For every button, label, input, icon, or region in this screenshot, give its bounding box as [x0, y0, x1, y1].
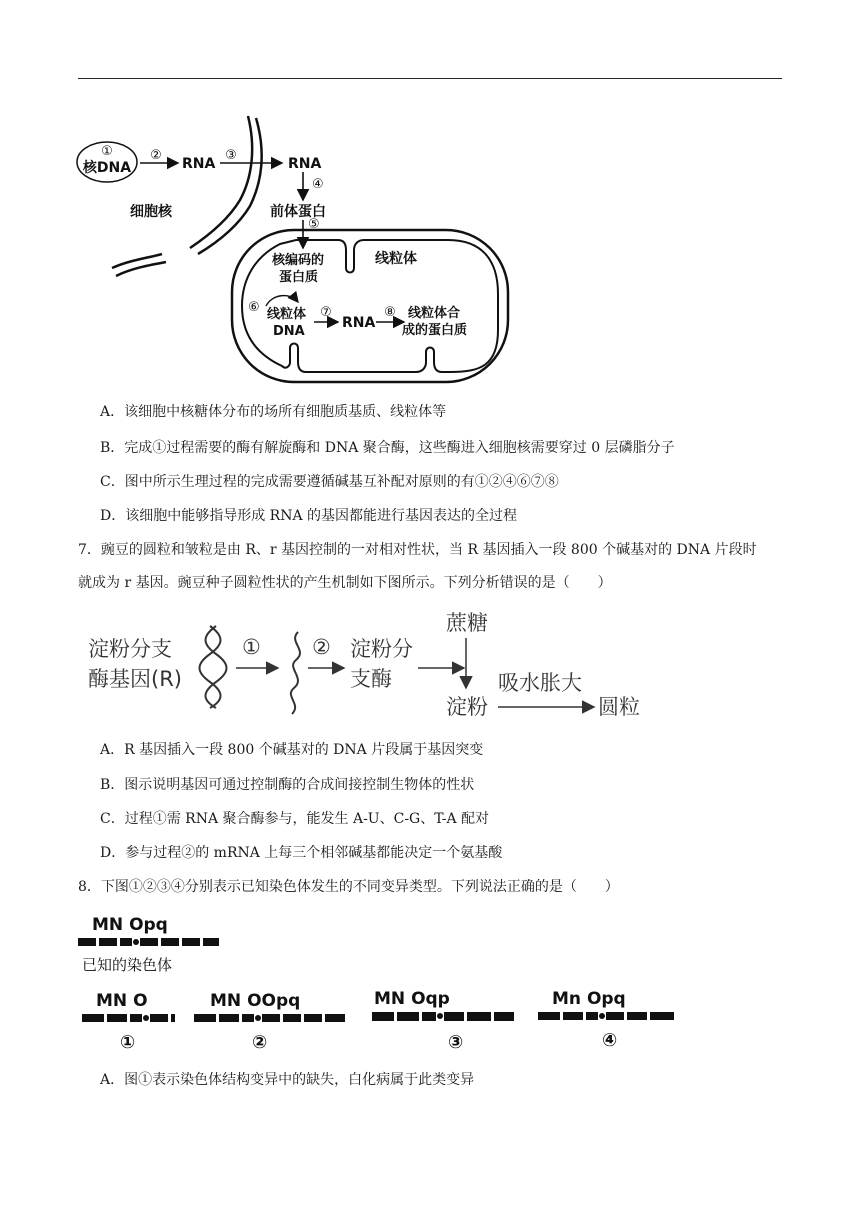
starch-label: 淀粉	[446, 695, 488, 719]
known-chromosome-label: 已知的染色体	[82, 956, 173, 974]
circle-3: ③	[225, 148, 237, 163]
q6-option-c: C．图中所示生理过程的完成需要遵循碱基互补配对原则的有①②④⑥⑦⑧	[100, 474, 559, 490]
circle-8: ⑧	[384, 305, 396, 320]
q7-stem-line-2: 就成为 r 基因。豌豆种子圆粒性状的产生机制如下图所示。下列分析错误的是（ ）	[78, 575, 612, 591]
mito-protein-label-2: 成的蛋白质	[402, 323, 468, 338]
cell-diagram	[70, 108, 510, 393]
sucrose-label: 蔗糖	[446, 611, 488, 635]
q7-option-d: D．参与过程②的 mRNA 上每三个相邻碱基都能决定一个氨基酸	[100, 845, 503, 861]
variant-2-number: ②	[252, 1032, 268, 1053]
variant-4-chromosome	[538, 1012, 674, 1020]
circle-4: ④	[312, 177, 324, 192]
nuclear-encoded-protein-label-1: 核编码的	[272, 253, 325, 268]
known-chromosome-letters: MN Opq	[92, 915, 168, 935]
gene-label-2: 酶基因(R)	[88, 667, 182, 691]
circle-1: ①	[101, 144, 113, 159]
q6-option-b: B．完成①过程需要的酶有解旋酶和 DNA 聚合酶，这些酶进入细胞核需要穿过 0 层磷脂分子	[100, 440, 675, 456]
gene-mechanism-diagram	[86, 604, 666, 724]
dna-helix	[200, 626, 227, 708]
nucleus-label: 细胞核	[130, 204, 172, 220]
gene-label-1: 淀粉分支	[88, 637, 172, 661]
variant-1-chromosome	[82, 1014, 175, 1022]
q7-stem-line-1: 7．豌豆的圆粒和皱粒是由 R、r 基因控制的一对相对性状，当 R 基因插入一段 800 个碱基对的 DNA 片段时	[78, 542, 757, 558]
circle-5: ⑤	[308, 217, 320, 232]
nuclear-envelope	[190, 116, 252, 248]
circle-6: ⑥	[248, 300, 260, 315]
q8-stem: 8．下图①②③④分别表示已知染色体发生的不同变异类型。下列说法正确的是（ ）	[78, 879, 619, 895]
rna-label-3: RNA	[342, 315, 376, 331]
known-chromosome	[78, 938, 219, 946]
absorb-water-label: 吸水胀大	[498, 671, 582, 695]
q7-option-a: A．R 基因插入一段 800 个碱基对的 DNA 片段属于基因突变	[100, 742, 484, 758]
rna-label-2: RNA	[288, 156, 322, 172]
round-seed-label: 圆粒	[598, 695, 640, 719]
q7-option-c: C．过程①需 RNA 聚合酶参与，能发生 A-U、C-G、T-A 配对	[100, 811, 490, 827]
variant-4-letters: Mn Opq	[552, 989, 626, 1009]
variant-3-number: ③	[448, 1032, 464, 1053]
mitochondrion-label: 线粒体	[375, 251, 417, 267]
enzyme-label-1: 淀粉分	[350, 637, 413, 661]
circle-2: ②	[150, 148, 162, 163]
rna-label-1: RNA	[182, 156, 216, 172]
header-rule	[78, 78, 782, 79]
variant-1-letters: MN O	[96, 991, 148, 1011]
variant-3-chromosome	[372, 1012, 514, 1021]
variant-3-letters: MN Oqp	[374, 989, 450, 1009]
step-1-label: ①	[242, 635, 261, 659]
circle-7: ⑦	[320, 305, 332, 320]
nuclear-dna-label: 核DNA	[82, 160, 132, 176]
mito-dna-label-1: 线粒体	[267, 307, 307, 322]
q6-option-d: D．该细胞中能够指导形成 RNA 的基因都能进行基因表达的全过程	[100, 508, 518, 524]
variant-2-chromosome	[194, 1014, 345, 1022]
variant-4-number: ④	[602, 1030, 618, 1051]
precursor-protein-label: 前体蛋白	[270, 204, 326, 220]
q6-option-a: A．该细胞中核糖体分布的场所有细胞质基质、线粒体等	[100, 404, 447, 420]
step-2-label: ②	[312, 635, 331, 659]
nuclear-encoded-protein-label-2: 蛋白质	[279, 270, 319, 285]
variant-2-letters: MN OOpq	[210, 991, 301, 1011]
chromosome-diagram	[76, 908, 696, 1058]
q8-option-a: A．图①表示染色体结构变异中的缺失，白化病属于此类变异	[100, 1072, 475, 1088]
mito-dna-label-2: DNA	[273, 324, 305, 339]
enzyme-label-2: 支酶	[350, 667, 392, 691]
mrna-strand	[291, 632, 300, 714]
variant-1-number: ①	[120, 1032, 136, 1053]
mito-protein-label-1: 线粒体合	[408, 306, 461, 321]
q7-option-b: B．图示说明基因可通过控制酶的合成间接控制生物体的性状	[100, 777, 475, 793]
